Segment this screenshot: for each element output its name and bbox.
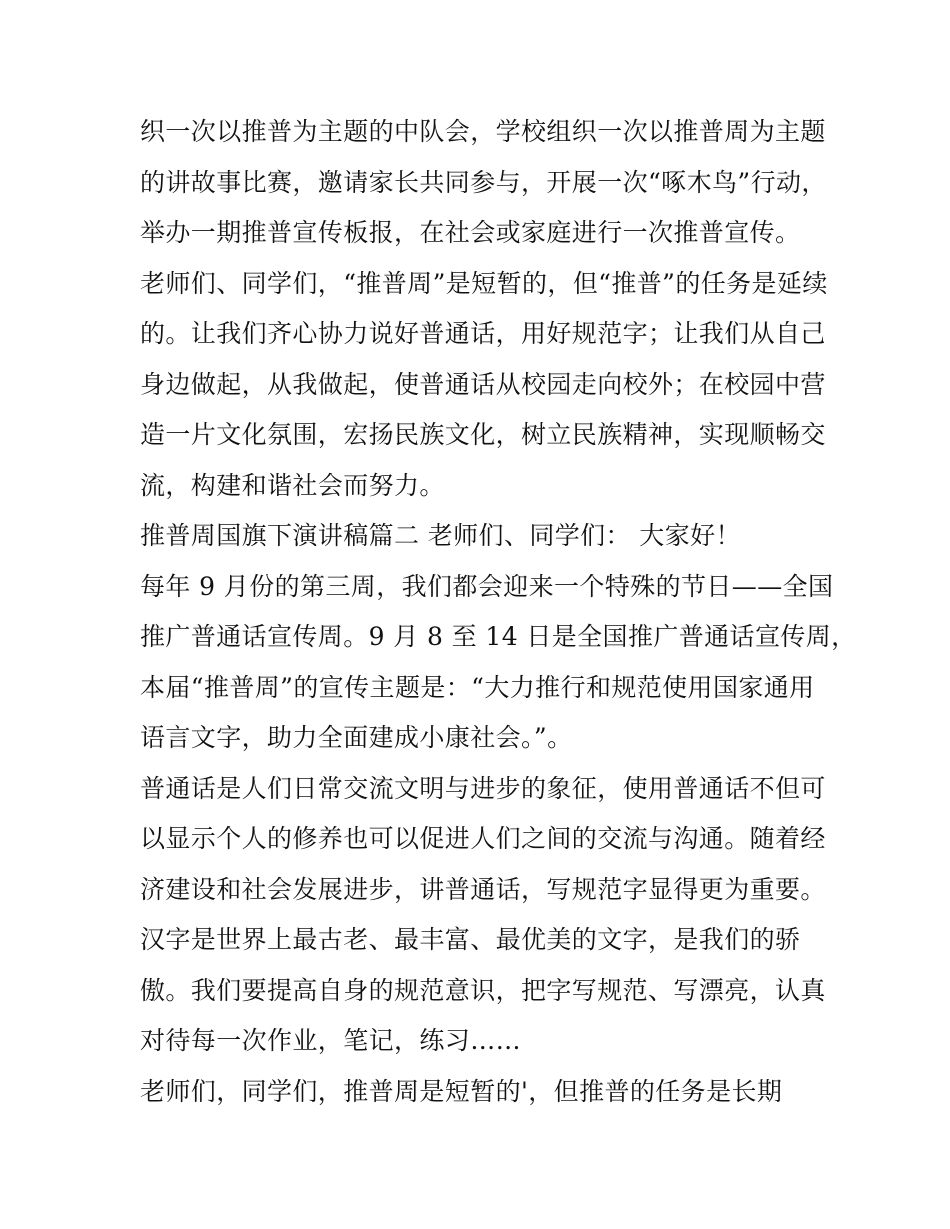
text-line: 对待每一次作业，笔记，练习……	[140, 1026, 522, 1055]
section-heading: 推普周国旗下演讲稿篇二 老师们、同学们： 大家好！	[140, 521, 741, 550]
text-line: 流，构建和谐社会而努力。	[140, 470, 445, 500]
text-line: 举办一期推普宣传板报，在社会或家庭进行一次推普宣传。	[140, 218, 801, 247]
text-line: 以显示个人的修养也可以促进人们之间的交流与沟通。随着经	[140, 824, 826, 853]
text-line: 汉字是世界上最古老、最丰富、最优美的文字，是我们的骄	[140, 925, 801, 954]
text-line: 每年 9 月份的第三周，我们都会迎来一个特殊的节日——全国	[140, 571, 834, 601]
text-line: 老师们、同学们，“推普周”是短暂的，但“推普”的任务是延续	[140, 268, 828, 298]
text-line: 的。让我们齐心协力说好普通话，用好规范字；让我们从自己	[140, 319, 826, 348]
text-line: 织一次以推普为主题的中队会，学校组织一次以推普周为主题	[140, 117, 826, 146]
text-line: 济建设和社会发展进步，讲普通话，写规范字显得更为重要。	[140, 874, 826, 904]
text-line: 语言文字，助力全面建成小康社会。”。	[140, 723, 573, 752]
text-line: 造一片文化氛围，宏扬民族文化，树立民族精神，实现顺畅交	[140, 420, 826, 449]
text-line: 本届“推普周”的宣传主题是：“大力推行和规范使用国家通用	[140, 672, 815, 702]
text-line: 傲。我们要提高自身的规范意识，把字写规范、写漂亮，认真	[140, 975, 826, 1005]
text-line: 身边做起，从我做起，使普通话从校园走向校外；在校园中营	[140, 369, 826, 399]
text-line: 推广普通话宣传周。9 月 8 至 14 日是全国推广普通话宣传周，	[140, 622, 857, 651]
text-line: 的讲故事比赛，邀请家长共同参与，开展一次“啄木鸟”行动，	[140, 167, 827, 197]
text-line: 普通话是人们日常交流文明与进步的象征，使用普通话不但可	[140, 773, 826, 803]
text-line: 老师们，同学们，推普周是短暂的'，但推普的任务是长期	[140, 1076, 783, 1106]
body-text	[140, 107, 857, 1117]
